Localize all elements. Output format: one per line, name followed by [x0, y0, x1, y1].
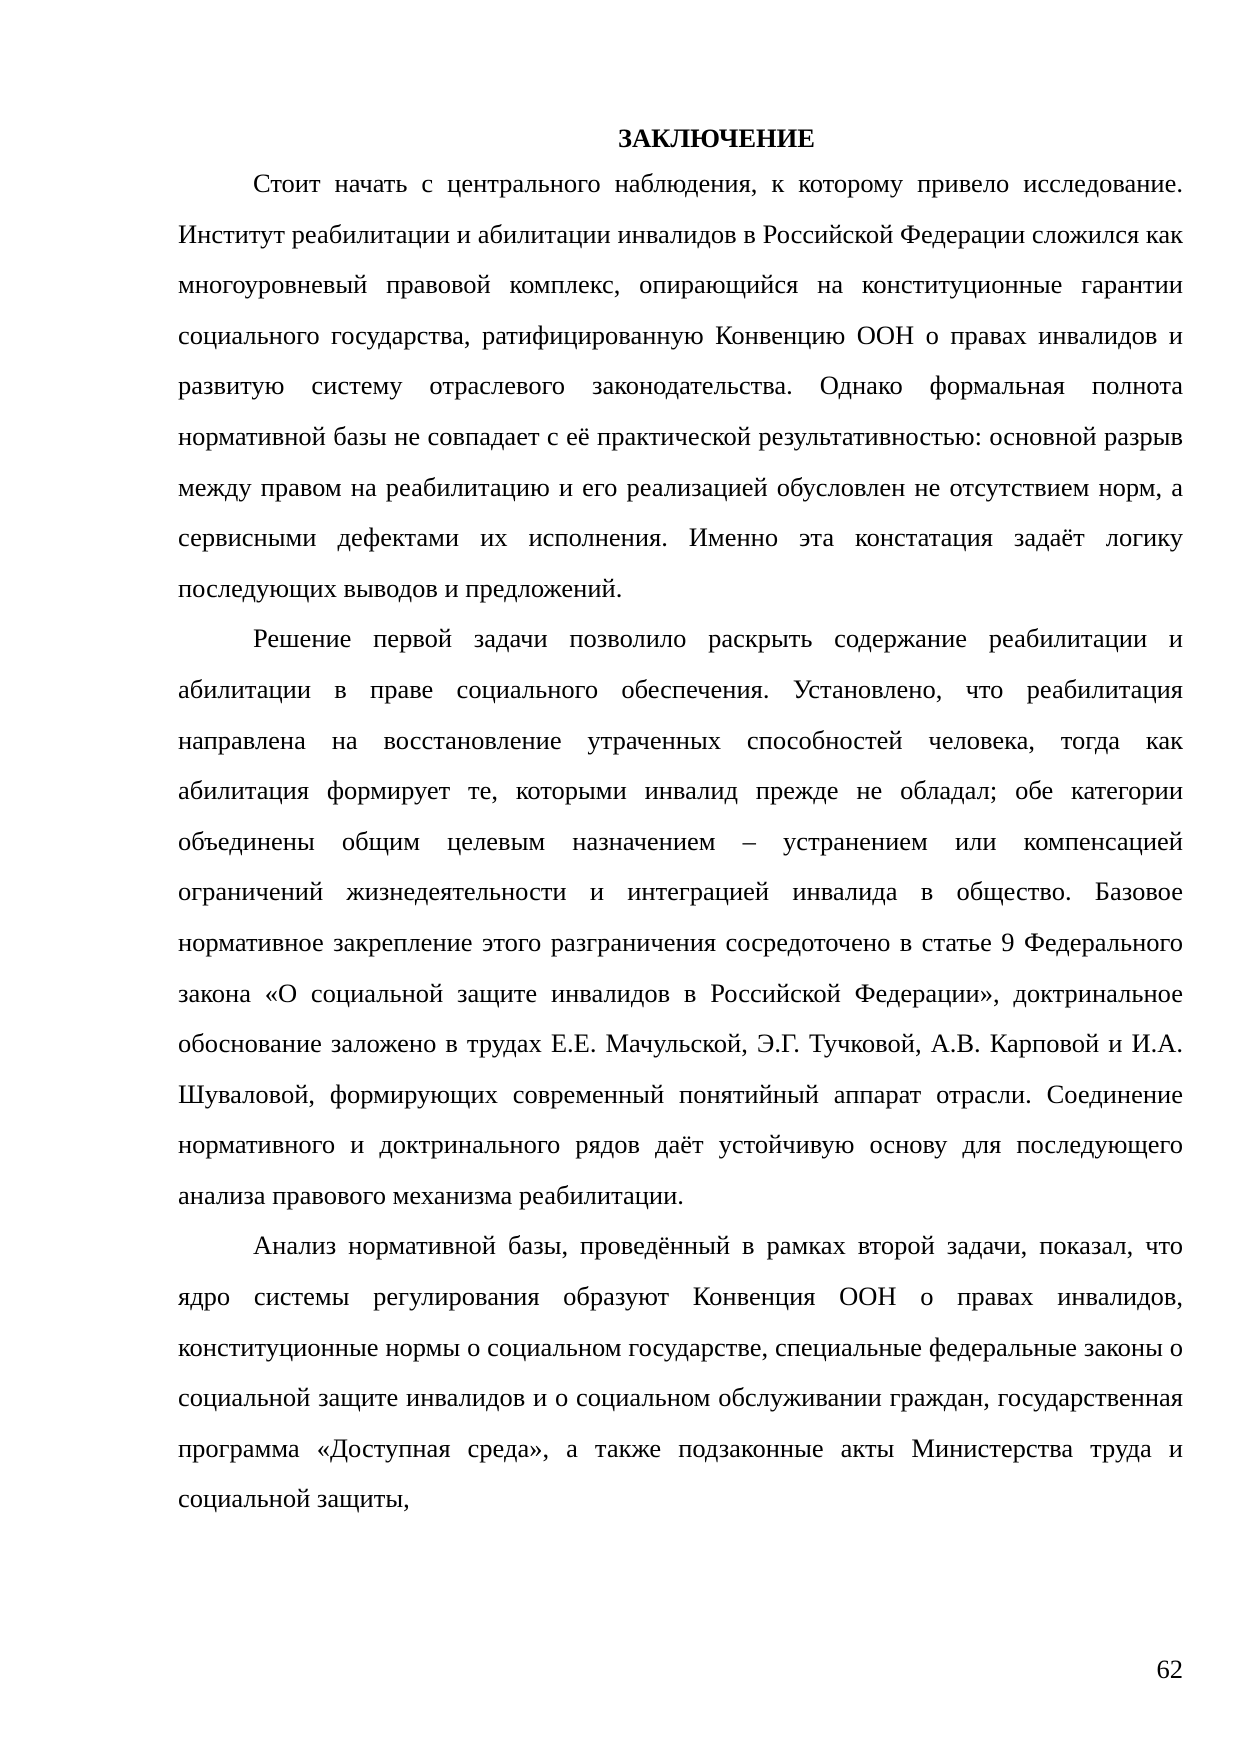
- paragraph-2: Решение первой задачи позволило раскрыть содержание реабилитации и абилитации в праве социального обеспечения. Установлено, что реабилитация направлена на восстановление утраченных способностей человека, тогда как абилитация формирует те, которыми инвалид прежде не обладал; обе категории объединены общим целевым назначением – устранением или компенсацией ограничений жизнедеятельности и интеграцией инвалида в общество. Базовое нормативное закрепление этого разграничения сосредоточено в статье 9 Федерального закона «О социальной защите инвалидов в Российской Федерации», доктринальное обоснование заложено в трудах Е.Е. Мачульской, Э.Г. Тучковой, А.В. Карповой и И.А. Шуваловой, формирующих современный понятийный аппарат отрасли. Соединение нормативного и доктринального рядов даёт устойчивую основу для последующего анализа правового механизма реабилитации.: [178, 623, 1183, 1210]
- paragraph-3: Анализ нормативной базы, проведённый в рамках второй задачи, показал, что ядро системы регулирования образуют Конвенция ООН о правах инвалидов, конституционные нормы о социальном государстве, специальные федеральные законы о социальной защите инвалидов и о социальном обслуживании граждан, государственная программа «Доступная среда», а также подзаконные акты Министерства труда и социальной защиты,: [178, 1230, 1183, 1514]
- page-number: 62: [1156, 1654, 1183, 1684]
- section-heading: ЗАКЛЮЧЕНИЕ: [618, 123, 815, 153]
- document-page: [178, 118, 1183, 1524]
- paragraph-1: Стоит начать с центрального наблюдения, к которому привело исследование. Институт реабилитации и абилитации инвалидов в Российской Федерации сложился как многоуровневый правовой комплекс, опирающийся на конституционные гарантии социального государства, ратифицированную Конвенцию ООН о правах инвалидов и развитую систему отраслевого законодательства. Однако формальная полнота нормативной базы не совпадает с её практической результативностью: основной разрыв между правом на реабилитацию и его реализацией обусловлен не отсутствием норм, а сервисными дефектами их исполнения. Именно эта констатация задаёт логику последующих выводов и предложений.: [178, 168, 1183, 603]
